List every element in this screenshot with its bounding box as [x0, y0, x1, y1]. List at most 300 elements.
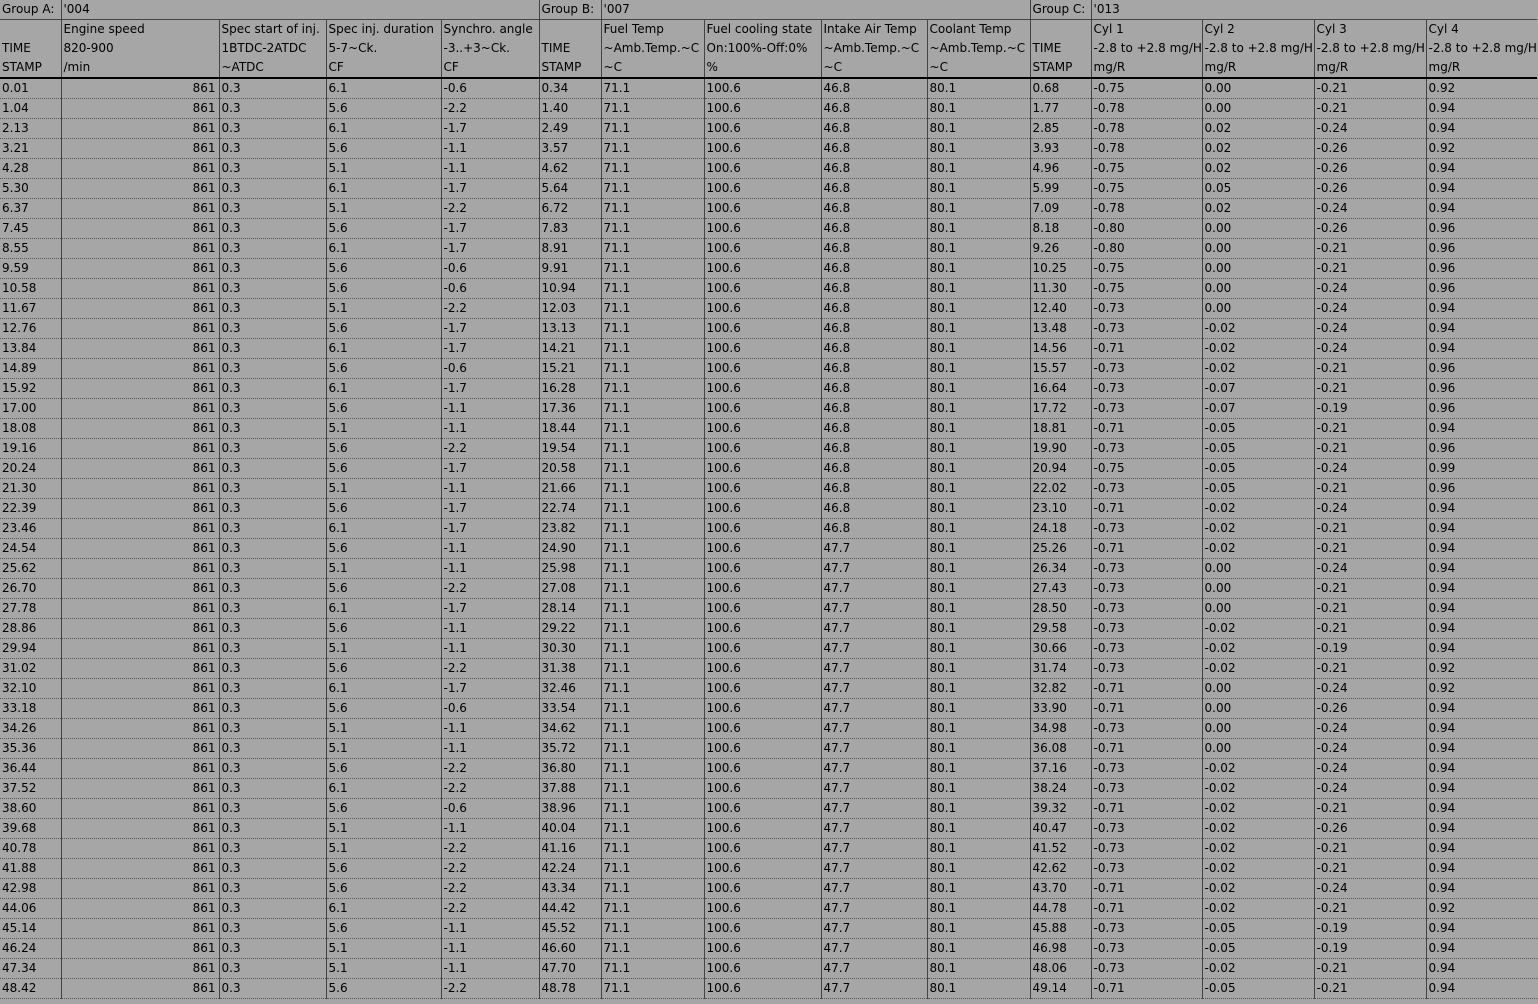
table-cell: 0.00 — [1202, 99, 1314, 119]
table-cell: 25.98 — [539, 559, 601, 579]
table-cell: 0.94 — [1426, 719, 1537, 739]
table-cell: -0.71 — [1091, 879, 1202, 899]
table-row — [0, 219, 1537, 239]
table-cell: -0.73 — [1091, 599, 1202, 619]
table-cell: 0.3 — [219, 439, 326, 459]
table-row — [0, 239, 1537, 259]
table-cell: 861 — [61, 279, 219, 299]
table-cell: -0.21 — [1314, 479, 1426, 499]
table-cell: 861 — [61, 339, 219, 359]
table-cell: 0.94 — [1426, 339, 1537, 359]
table-cell: 0.94 — [1426, 739, 1537, 759]
table-row — [0, 339, 1537, 359]
table-cell: -0.24 — [1314, 499, 1426, 519]
table-cell: 100.6 — [704, 299, 821, 319]
table-cell: 861 — [61, 659, 219, 679]
column-name-14: Cyl 4 — [1426, 20, 1537, 40]
table-cell: 861 — [61, 639, 219, 659]
table-cell: 2.49 — [539, 119, 601, 139]
table-row — [0, 979, 1537, 999]
table-cell: 17.36 — [539, 399, 601, 419]
table-cell: -0.73 — [1091, 479, 1202, 499]
table-cell: 47.7 — [821, 759, 927, 779]
table-cell: 80.1 — [927, 619, 1030, 639]
table-cell: 5.6 — [326, 439, 441, 459]
table-cell: -2.2 — [441, 859, 539, 879]
table-cell: 44.42 — [539, 899, 601, 919]
table-cell: 39.68 — [0, 819, 61, 839]
column-name-9: Coolant Temp — [927, 20, 1030, 40]
table-cell: 100.6 — [704, 939, 821, 959]
table-cell: 71.1 — [601, 339, 704, 359]
table-cell: 71.1 — [601, 639, 704, 659]
table-cell: 28.14 — [539, 599, 601, 619]
table-cell: 0.3 — [219, 879, 326, 899]
table-cell: 23.10 — [1030, 499, 1091, 519]
table-cell: -0.73 — [1091, 819, 1202, 839]
table-cell: 0.3 — [219, 899, 326, 919]
table-cell: -1.7 — [441, 339, 539, 359]
table-cell: 43.34 — [539, 879, 601, 899]
table-cell: 27.78 — [0, 599, 61, 619]
table-cell: 1.77 — [1030, 99, 1091, 119]
table-cell: 80.1 — [927, 919, 1030, 939]
table-cell: 7.09 — [1030, 199, 1091, 219]
table-cell: 0.3 — [219, 939, 326, 959]
column-name-7: Fuel cooling state — [704, 20, 821, 40]
table-row — [0, 299, 1537, 319]
table-cell: -1.7 — [441, 599, 539, 619]
table-cell: 5.6 — [326, 619, 441, 639]
table-cell: 46.8 — [821, 259, 927, 279]
table-cell: -0.02 — [1202, 519, 1314, 539]
table-cell: 47.7 — [821, 959, 927, 979]
table-cell: 0.94 — [1426, 299, 1537, 319]
table-cell: 17.00 — [0, 399, 61, 419]
column-spec-4: -3..+3~Ck. — [441, 39, 539, 58]
table-cell: 80.1 — [927, 159, 1030, 179]
table-cell: 71.1 — [601, 239, 704, 259]
table-cell: -0.73 — [1091, 299, 1202, 319]
table-cell: 0.00 — [1202, 219, 1314, 239]
table-cell: -0.73 — [1091, 619, 1202, 639]
table-cell: 47.7 — [821, 799, 927, 819]
table-cell: 71.1 — [601, 219, 704, 239]
table-row — [0, 78, 1537, 99]
table-cell: -0.24 — [1314, 879, 1426, 899]
table-cell: 38.96 — [539, 799, 601, 819]
table-cell: 32.82 — [1030, 679, 1091, 699]
table-cell: -0.78 — [1091, 139, 1202, 159]
table-cell: 5.6 — [326, 799, 441, 819]
table-cell: -1.1 — [441, 919, 539, 939]
column-unit-9: ~C — [927, 58, 1030, 78]
table-cell: 80.1 — [927, 859, 1030, 879]
table-cell: 0.94 — [1426, 519, 1537, 539]
table-cell: 71.1 — [601, 419, 704, 439]
table-cell: 15.57 — [1030, 359, 1091, 379]
table-row — [0, 679, 1537, 699]
table-cell: 0.96 — [1426, 239, 1537, 259]
column-name-12: Cyl 2 — [1202, 20, 1314, 40]
table-cell: 1.04 — [0, 99, 61, 119]
table-cell: 0.94 — [1426, 939, 1537, 959]
table-cell: 0.3 — [219, 379, 326, 399]
table-cell: 100.6 — [704, 99, 821, 119]
table-row — [0, 439, 1537, 459]
table-cell: 5.6 — [326, 579, 441, 599]
table-cell: -0.02 — [1202, 539, 1314, 559]
table-cell: -1.1 — [441, 399, 539, 419]
table-cell: -0.71 — [1091, 899, 1202, 919]
column-spec-1: 820-900 — [61, 39, 219, 58]
table-cell: 46.8 — [821, 339, 927, 359]
table-cell: 46.8 — [821, 179, 927, 199]
table-cell: 71.1 — [601, 959, 704, 979]
table-cell: 6.1 — [326, 239, 441, 259]
table-cell: -2.2 — [441, 759, 539, 779]
table-cell: 46.8 — [821, 319, 927, 339]
table-cell: 71.1 — [601, 559, 704, 579]
table-cell: 39.32 — [1030, 799, 1091, 819]
table-cell: 0.00 — [1202, 559, 1314, 579]
table-cell: -1.7 — [441, 219, 539, 239]
table-cell: 6.1 — [326, 379, 441, 399]
table-cell: -0.24 — [1314, 779, 1426, 799]
column-unit-0: STAMP — [0, 58, 61, 78]
table-cell: 14.21 — [539, 339, 601, 359]
column-unit-14: mg/R — [1426, 58, 1537, 78]
table-cell: 11.30 — [1030, 279, 1091, 299]
table-cell: 71.1 — [601, 259, 704, 279]
table-cell: 0.96 — [1426, 439, 1537, 459]
table-cell: 80.1 — [927, 259, 1030, 279]
table-row — [0, 839, 1537, 859]
table-cell: 0.00 — [1202, 599, 1314, 619]
table-cell: 47.7 — [821, 859, 927, 879]
table-cell: 861 — [61, 679, 219, 699]
table-cell: 26.34 — [1030, 559, 1091, 579]
table-cell: 24.18 — [1030, 519, 1091, 539]
column-spec-10: TIME — [1030, 39, 1091, 58]
table-cell: 861 — [61, 719, 219, 739]
table-cell: 5.1 — [326, 719, 441, 739]
table-cell: 6.1 — [326, 599, 441, 619]
table-cell: 5.6 — [326, 319, 441, 339]
table-cell: 71.1 — [601, 939, 704, 959]
table-cell: 861 — [61, 699, 219, 719]
table-cell: 27.43 — [1030, 579, 1091, 599]
table-cell: 0.3 — [219, 419, 326, 439]
table-cell: 5.6 — [326, 399, 441, 419]
table-cell: 71.1 — [601, 539, 704, 559]
table-cell: 861 — [61, 959, 219, 979]
table-cell: -0.24 — [1314, 739, 1426, 759]
table-cell: 46.8 — [821, 199, 927, 219]
table-cell: 861 — [61, 179, 219, 199]
table-cell: 38.24 — [1030, 779, 1091, 799]
table-cell: -0.75 — [1091, 459, 1202, 479]
table-cell: -0.21 — [1314, 78, 1426, 99]
table-cell: 47.7 — [821, 539, 927, 559]
table-cell: 100.6 — [704, 78, 821, 99]
table-cell: -0.73 — [1091, 379, 1202, 399]
table-cell: -0.75 — [1091, 259, 1202, 279]
table-cell: 19.16 — [0, 439, 61, 459]
table-cell: -1.1 — [441, 719, 539, 739]
table-cell: -0.21 — [1314, 379, 1426, 399]
table-cell: 80.1 — [927, 759, 1030, 779]
table-row — [0, 519, 1537, 539]
table-cell: 80.1 — [927, 139, 1030, 159]
table-cell: -0.02 — [1202, 319, 1314, 339]
table-cell: 46.8 — [821, 379, 927, 399]
column-unit-4: CF — [441, 58, 539, 78]
table-cell: 0.92 — [1426, 139, 1537, 159]
table-cell: 14.89 — [0, 359, 61, 379]
table-cell: 80.1 — [927, 119, 1030, 139]
table-row — [0, 939, 1537, 959]
table-cell: -0.05 — [1202, 939, 1314, 959]
table-cell: 861 — [61, 78, 219, 99]
table-cell: 28.86 — [0, 619, 61, 639]
group-c-code: '013 — [1091, 0, 1537, 20]
table-cell: 80.1 — [927, 819, 1030, 839]
table-cell: -0.73 — [1091, 439, 1202, 459]
table-cell: 2.85 — [1030, 119, 1091, 139]
table-cell: 71.1 — [601, 579, 704, 599]
table-cell: 80.1 — [927, 479, 1030, 499]
table-cell: 71.1 — [601, 819, 704, 839]
table-cell: 80.1 — [927, 679, 1030, 699]
table-row — [0, 159, 1537, 179]
table-cell: -0.26 — [1314, 139, 1426, 159]
table-cell: 47.7 — [821, 699, 927, 719]
table-cell: 0.92 — [1426, 659, 1537, 679]
table-row — [0, 859, 1537, 879]
table-cell: 5.6 — [326, 499, 441, 519]
table-cell: 47.7 — [821, 919, 927, 939]
table-cell: 100.6 — [704, 239, 821, 259]
column-unit-6: ~C — [601, 58, 704, 78]
table-cell: 4.62 — [539, 159, 601, 179]
table-row — [0, 99, 1537, 119]
table-cell: 13.48 — [1030, 319, 1091, 339]
table-row — [0, 459, 1537, 479]
table-cell: 0.94 — [1426, 539, 1537, 559]
table-cell: 9.59 — [0, 259, 61, 279]
group-a-code: '004 — [61, 0, 539, 20]
table-cell: -0.73 — [1091, 719, 1202, 739]
table-cell: -0.02 — [1202, 619, 1314, 639]
table-cell: -0.73 — [1091, 759, 1202, 779]
table-cell: -0.19 — [1314, 939, 1426, 959]
table-row — [0, 759, 1537, 779]
table-cell: -0.71 — [1091, 979, 1202, 999]
table-cell: 0.3 — [219, 759, 326, 779]
table-cell: -0.21 — [1314, 899, 1426, 919]
table-cell: 71.1 — [601, 859, 704, 879]
table-cell: 0.00 — [1202, 679, 1314, 699]
table-cell: 0.00 — [1202, 699, 1314, 719]
table-cell: -2.2 — [441, 199, 539, 219]
table-cell: -0.02 — [1202, 359, 1314, 379]
table-cell: 35.72 — [539, 739, 601, 759]
group-a-label: Group A: — [0, 0, 61, 20]
table-cell: -0.24 — [1314, 299, 1426, 319]
table-cell: 861 — [61, 99, 219, 119]
table-cell: 9.91 — [539, 259, 601, 279]
table-cell: 71.1 — [601, 619, 704, 639]
table-cell: 5.1 — [326, 479, 441, 499]
table-cell: 18.81 — [1030, 419, 1091, 439]
table-cell: 47.7 — [821, 939, 927, 959]
column-name-2: Spec start of inj. — [219, 20, 326, 40]
table-cell: 15.21 — [539, 359, 601, 379]
table-cell: 5.1 — [326, 939, 441, 959]
table-cell: 31.38 — [539, 659, 601, 679]
table-cell: 0.94 — [1426, 619, 1537, 639]
table-cell: -1.1 — [441, 819, 539, 839]
column-spec-14: -2.8 to +2.8 mg/H — [1426, 39, 1537, 58]
table-cell: 861 — [61, 599, 219, 619]
table-cell: 10.58 — [0, 279, 61, 299]
table-cell: -1.1 — [441, 159, 539, 179]
table-cell: 861 — [61, 199, 219, 219]
table-cell: 0.94 — [1426, 879, 1537, 899]
table-cell: 47.7 — [821, 979, 927, 999]
table-cell: 47.7 — [821, 839, 927, 859]
table-cell: 80.1 — [927, 559, 1030, 579]
table-cell: -0.24 — [1314, 339, 1426, 359]
table-cell: 46.8 — [821, 279, 927, 299]
column-unit-3: CF — [326, 58, 441, 78]
table-row — [0, 619, 1537, 639]
table-cell: -0.02 — [1202, 339, 1314, 359]
table-row — [0, 899, 1537, 919]
table-cell: 71.1 — [601, 439, 704, 459]
table-cell: -0.73 — [1091, 319, 1202, 339]
table-cell: 861 — [61, 399, 219, 419]
table-cell: 71.1 — [601, 479, 704, 499]
table-cell: 80.1 — [927, 179, 1030, 199]
table-cell: 0.3 — [219, 359, 326, 379]
table-cell: 80.1 — [927, 459, 1030, 479]
table-cell: 80.1 — [927, 879, 1030, 899]
table-cell: 861 — [61, 739, 219, 759]
table-cell: 71.1 — [601, 319, 704, 339]
table-cell: 71.1 — [601, 119, 704, 139]
table-cell: -0.02 — [1202, 659, 1314, 679]
column-name-3: Spec inj. duration — [326, 20, 441, 40]
table-cell: 47.70 — [539, 959, 601, 979]
table-cell: 46.8 — [821, 139, 927, 159]
table-row — [0, 499, 1537, 519]
table-cell: -1.1 — [441, 419, 539, 439]
column-spec-5: TIME — [539, 39, 601, 58]
table-cell: 5.6 — [326, 99, 441, 119]
table-cell: 19.90 — [1030, 439, 1091, 459]
table-cell: 0.3 — [219, 239, 326, 259]
table-cell: 71.1 — [601, 839, 704, 859]
table-cell: 0.3 — [219, 479, 326, 499]
table-cell: 861 — [61, 779, 219, 799]
table-cell: 861 — [61, 439, 219, 459]
column-unit-12: mg/R — [1202, 58, 1314, 78]
table-cell: 0.3 — [219, 499, 326, 519]
table-cell: -0.71 — [1091, 699, 1202, 719]
table-cell: 5.1 — [326, 739, 441, 759]
table-cell: 80.1 — [927, 979, 1030, 999]
table-cell: 5.1 — [326, 839, 441, 859]
column-name-1: Engine speed — [61, 20, 219, 40]
table-cell: 46.60 — [539, 939, 601, 959]
table-row — [0, 719, 1537, 739]
table-cell: 0.01 — [0, 78, 61, 99]
table-cell: 22.02 — [1030, 479, 1091, 499]
table-cell: 861 — [61, 879, 219, 899]
column-spec-8: ~Amb.Temp.~C — [821, 39, 927, 58]
table-cell: 71.1 — [601, 899, 704, 919]
table-cell: 0.94 — [1426, 159, 1537, 179]
table-cell: 36.44 — [0, 759, 61, 779]
table-cell: 46.8 — [821, 359, 927, 379]
table-cell: 71.1 — [601, 799, 704, 819]
table-cell: 21.66 — [539, 479, 601, 499]
table-cell: 46.98 — [1030, 939, 1091, 959]
table-cell: -0.21 — [1314, 99, 1426, 119]
table-cell: 13.13 — [539, 319, 601, 339]
table-cell: 2.13 — [0, 119, 61, 139]
table-cell: 80.1 — [927, 239, 1030, 259]
table-cell: 1.40 — [539, 99, 601, 119]
table-cell: 5.99 — [1030, 179, 1091, 199]
table-cell: -0.71 — [1091, 419, 1202, 439]
table-cell: 100.6 — [704, 619, 821, 639]
table-cell: 71.1 — [601, 879, 704, 899]
table-cell: 100.6 — [704, 419, 821, 439]
table-cell: 71.1 — [601, 979, 704, 999]
table-cell: 100.6 — [704, 279, 821, 299]
table-cell: -0.73 — [1091, 559, 1202, 579]
column-name-10 — [1030, 20, 1091, 40]
table-cell: 71.1 — [601, 99, 704, 119]
table-cell: -0.73 — [1091, 519, 1202, 539]
table-cell: 0.94 — [1426, 979, 1537, 999]
table-cell: 17.72 — [1030, 399, 1091, 419]
table-cell: 6.1 — [326, 519, 441, 539]
table-cell: 33.54 — [539, 699, 601, 719]
column-unit-5: STAMP — [539, 58, 601, 78]
table-cell: 0.3 — [219, 539, 326, 559]
table-cell: -0.26 — [1314, 159, 1426, 179]
table-cell: 0.3 — [219, 559, 326, 579]
table-cell: 0.92 — [1426, 899, 1537, 919]
table-row — [0, 739, 1537, 759]
table-cell: 71.1 — [601, 78, 704, 99]
table-cell: 861 — [61, 499, 219, 519]
table-cell: -1.7 — [441, 179, 539, 199]
table-cell: 8.55 — [0, 239, 61, 259]
table-cell: 5.30 — [0, 179, 61, 199]
table-row — [0, 659, 1537, 679]
table-cell: 28.50 — [1030, 599, 1091, 619]
table-cell: 20.24 — [0, 459, 61, 479]
column-name-4: Synchro. angle — [441, 20, 539, 40]
table-cell: 5.1 — [326, 819, 441, 839]
table-cell: 0.3 — [219, 919, 326, 939]
table-row — [0, 139, 1537, 159]
